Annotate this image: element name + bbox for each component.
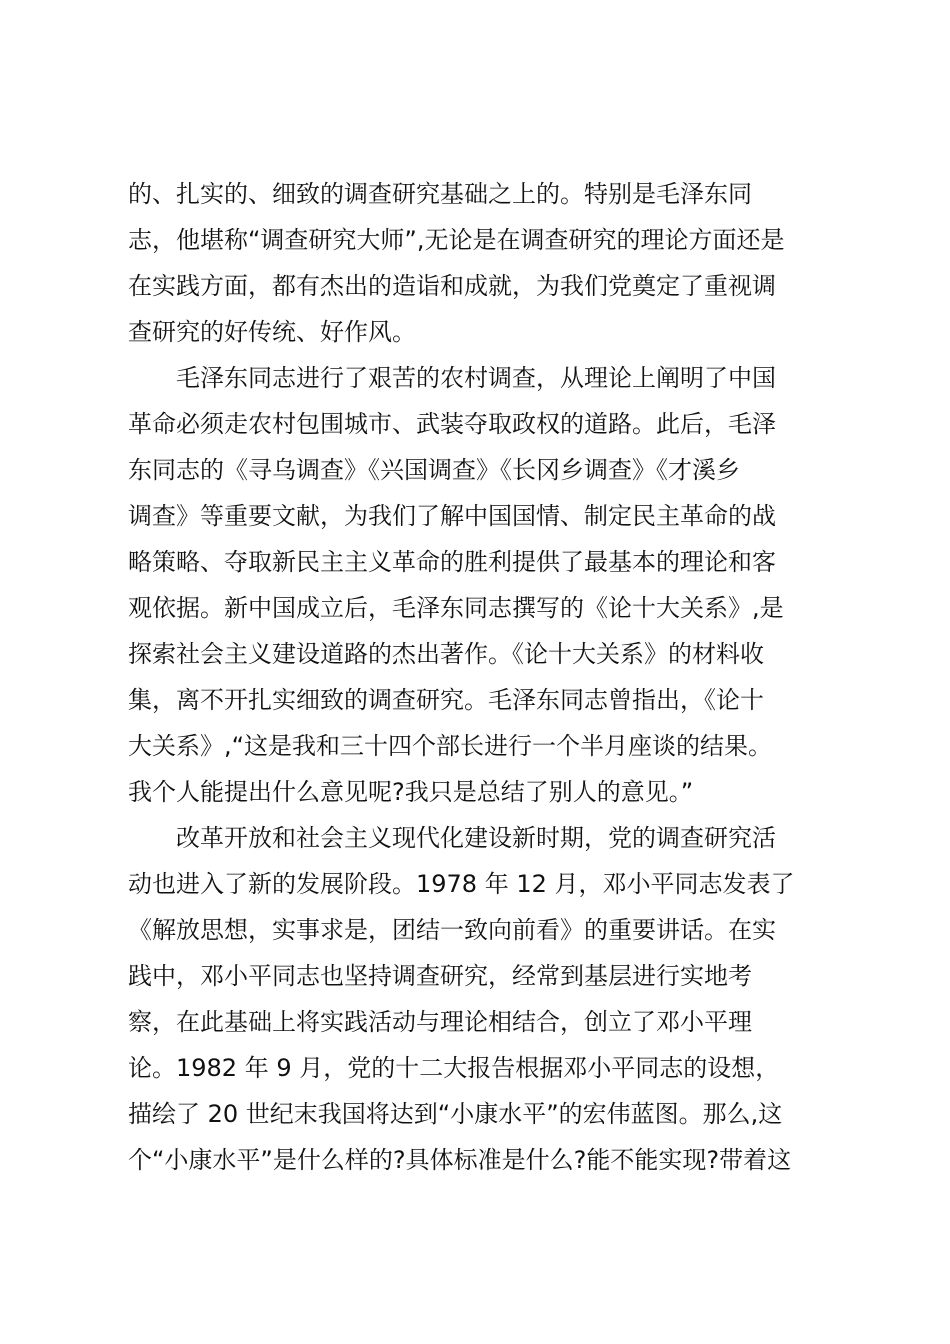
- text-line-12: 集，离不开扎实细致的调查研究。毛泽东同志曾指出，《论十: [128, 686, 764, 714]
- text-line-1: 的、扎实的、细致的调查研究基础之上的。特别是毛泽东同: [128, 180, 752, 208]
- text-line-11: 探索社会主义建设道路的杰出著作。《论十大关系》的材料收: [128, 640, 764, 668]
- paragraph-3-first-line: 改革开放和社会主义现代化建设新时期，党的调查研究活: [176, 824, 776, 852]
- paragraph-2-first-line: 毛泽东同志进行了艰苦的农村调查，从理论上阐明了中国: [176, 364, 776, 392]
- text-line-10: 观依据。新中国成立后，毛泽东同志撰写的《论十大关系》,是: [128, 594, 784, 622]
- text-line-19: 察，在此基础上将实践活动与理论相结合，创立了邓小平理: [128, 1008, 752, 1036]
- text-line-13: 大关系》,“这是我和三十四个部长进行一个半月座谈的结果。: [128, 732, 773, 760]
- text-line-4: 查研究的好传统、好作风。: [128, 318, 416, 346]
- text-line-6: 革命必须走农村包围城市、武装夺取政权的道路。此后，毛泽: [128, 410, 776, 438]
- text-line-14: 我个人能提出什么意见呢?我只是总结了别人的意见。”: [128, 778, 694, 806]
- text-line-7: 东同志的《寻乌调查》《兴国调查》《长冈乡调查》《才溪乡: [128, 456, 740, 484]
- text-line-16: 动也进入了新的发展阶段。1978 年 12 月，邓小平同志发表了: [128, 870, 795, 898]
- text-line-21: 描绘了 20 世纪末我国将达到“小康水平”的宏伟蓝图。那么,这: [128, 1100, 783, 1128]
- text-line-18: 践中，邓小平同志也坚持调查研究，经常到基层进行实地考: [128, 962, 752, 990]
- text-line-20: 论。1982 年 9 月，党的十二大报告根据邓小平同志的设想，: [128, 1054, 780, 1082]
- text-line-2: 志，他堪称“调查研究大师”,无论是在调查研究的理论方面还是: [128, 226, 785, 254]
- text-line-17: 《解放思想，实事求是，团结一致向前看》的重要讲话。在实: [128, 916, 776, 944]
- text-line-9: 略策略、夺取新民主主义革命的胜利提供了最基本的理论和客: [128, 548, 776, 576]
- text-line-3: 在实践方面，都有杰出的造诣和成就，为我们党奠定了重视调: [128, 272, 776, 300]
- text-line-8: 调查》等重要文献，为我们了解中国国情、制定民主革命的战: [128, 502, 776, 530]
- text-line-22: 个“小康水平”是什么样的?具体标准是什么?能不能实现?带着这: [128, 1146, 792, 1174]
